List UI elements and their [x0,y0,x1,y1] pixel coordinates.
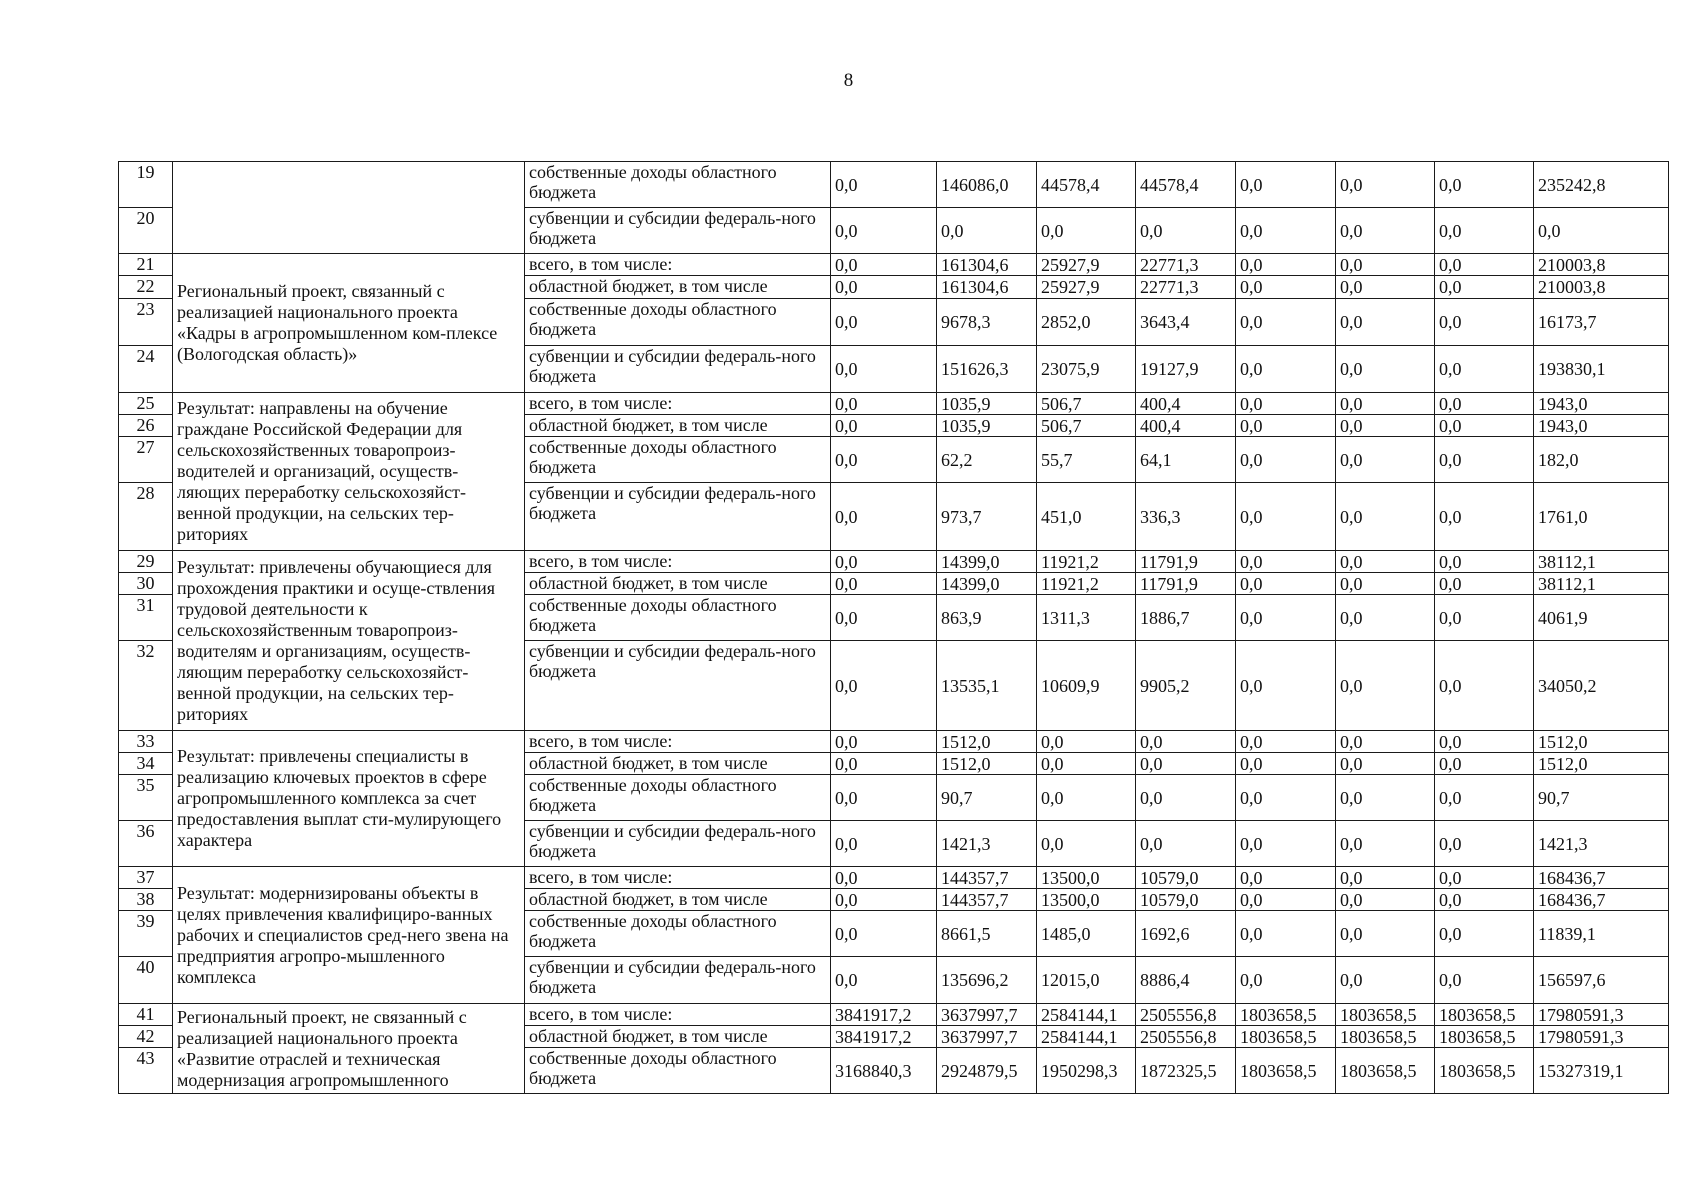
year-value: 0,0 [1435,641,1534,731]
funding-source: всего, в том числе: [525,867,831,889]
year-value: 0,0 [1336,641,1435,731]
year-value: 11791,9 [1136,573,1236,595]
group-description: Результат: привлечены специалисты в реализацию ключевых проектов в сфере агропромышленного комплекса за счет предоставления выплат сти-мулирующего характера [173,731,525,867]
year-value: 0,0 [1336,775,1435,821]
row-number: 39 [119,911,173,957]
row-number: 37 [119,867,173,889]
row-number: 33 [119,731,173,753]
total-value: 34050,2 [1534,641,1669,731]
year-value: 0,0 [831,299,937,346]
funding-source: областной бюджет, в том числе [525,1026,831,1048]
group-description: Результат: привлечены обучающиеся для прохождения практики и осуще-ствления трудовой деятельности к сельскохозяйственным товаропроиз-водителям и организациям, осуществ-ляющим переработку сельскохозяйст-венной продукции, на сельских тер-риториях [173,551,525,731]
total-value: 16173,7 [1534,299,1669,346]
year-value: 0,0 [1236,299,1336,346]
total-value: 1421,3 [1534,821,1669,867]
year-value: 0,0 [1236,911,1336,957]
year-value: 0,0 [1435,208,1534,254]
total-value: 0,0 [1534,208,1669,254]
year-value: 64,1 [1136,437,1236,483]
funding-source: областной бюджет, в том числе [525,276,831,299]
year-value: 0,0 [1236,254,1336,276]
year-value: 0,0 [1236,437,1336,483]
year-value: 144357,7 [937,867,1037,889]
year-value: 1803658,5 [1336,1048,1435,1094]
year-value: 146086,0 [937,162,1037,208]
year-value: 1485,0 [1037,911,1136,957]
year-value: 1803658,5 [1435,1026,1534,1048]
year-value: 0,0 [1136,731,1236,753]
year-value: 11921,2 [1037,573,1136,595]
year-value: 1035,9 [937,393,1037,415]
funding-source: субвенции и субсидии федераль-ного бюджета [525,641,831,731]
year-value: 0,0 [1236,821,1336,867]
year-value: 14399,0 [937,551,1037,573]
year-value: 19127,9 [1136,346,1236,393]
year-value: 0,0 [1037,731,1136,753]
year-value: 0,0 [1336,731,1435,753]
year-value: 55,7 [1037,437,1136,483]
year-value: 1512,0 [937,731,1037,753]
year-value: 0,0 [1435,573,1534,595]
total-value: 38112,1 [1534,573,1669,595]
year-value: 144357,7 [937,889,1037,911]
year-value: 400,4 [1136,393,1236,415]
year-value: 0,0 [1236,276,1336,299]
year-value: 0,0 [1236,641,1336,731]
row-number: 40 [119,957,173,1004]
row-number: 43 [119,1048,173,1094]
year-value: 1950298,3 [1037,1048,1136,1094]
total-value: 168436,7 [1534,889,1669,911]
row-number: 36 [119,821,173,867]
funding-source: субвенции и субсидии федераль-ного бюджета [525,821,831,867]
year-value: 0,0 [1336,911,1435,957]
group-description: Региональный проект, связанный с реализацией национального проекта «Кадры в агропромышленном ком-плексе (Вологодская область)» [173,254,525,393]
year-value: 25927,9 [1037,254,1136,276]
year-value: 2852,0 [1037,299,1136,346]
year-value: 0,0 [1336,753,1435,775]
year-value: 0,0 [1435,393,1534,415]
year-value: 0,0 [1236,551,1336,573]
year-value: 0,0 [1336,208,1435,254]
year-value: 0,0 [831,437,937,483]
year-value: 0,0 [1435,483,1534,551]
row-number: 28 [119,483,173,551]
year-value: 0,0 [831,573,937,595]
funding-source: всего, в том числе: [525,731,831,753]
year-value: 0,0 [1236,162,1336,208]
year-value: 1311,3 [1037,595,1136,641]
total-value: 1512,0 [1534,731,1669,753]
total-value: 1943,0 [1534,393,1669,415]
year-value: 11921,2 [1037,551,1136,573]
year-value: 1803658,5 [1236,1004,1336,1026]
year-value: 3168840,3 [831,1048,937,1094]
funding-source: областной бюджет, в том числе [525,415,831,437]
year-value: 62,2 [937,437,1037,483]
year-value: 1803658,5 [1435,1004,1534,1026]
funding-source: областной бюджет, в том числе [525,573,831,595]
funding-source: собственные доходы областного бюджета [525,1048,831,1094]
year-value: 0,0 [1236,415,1336,437]
year-value: 8886,4 [1136,957,1236,1004]
year-value: 0,0 [831,889,937,911]
total-value: 235242,8 [1534,162,1669,208]
year-value: 0,0 [831,254,937,276]
year-value: 0,0 [831,346,937,393]
row-number: 20 [119,208,173,254]
year-value: 0,0 [1336,299,1435,346]
year-value: 0,0 [1037,753,1136,775]
year-value: 22771,3 [1136,276,1236,299]
year-value: 0,0 [1336,346,1435,393]
year-value: 0,0 [1435,254,1534,276]
table-row [119,731,1669,753]
year-value: 1512,0 [937,753,1037,775]
year-value: 0,0 [1336,437,1435,483]
year-value: 13535,1 [937,641,1037,731]
year-value: 0,0 [1435,957,1534,1004]
total-value: 11839,1 [1534,911,1669,957]
year-value: 0,0 [1236,595,1336,641]
total-value: 210003,8 [1534,254,1669,276]
funding-source: собственные доходы областного бюджета [525,595,831,641]
year-value: 0,0 [831,483,937,551]
year-value: 1803658,5 [1236,1026,1336,1048]
year-value: 0,0 [1336,254,1435,276]
year-value: 0,0 [831,775,937,821]
year-value: 0,0 [1236,731,1336,753]
year-value: 0,0 [831,731,937,753]
year-value: 0,0 [831,821,937,867]
year-value: 0,0 [1336,276,1435,299]
row-number: 32 [119,641,173,731]
row-number: 26 [119,415,173,437]
year-value: 1803658,5 [1435,1048,1534,1094]
year-value: 3637997,7 [937,1026,1037,1048]
year-value: 0,0 [1336,957,1435,1004]
year-value: 0,0 [1236,483,1336,551]
total-value: 1512,0 [1534,753,1669,775]
year-value: 0,0 [1435,753,1534,775]
year-value: 11791,9 [1136,551,1236,573]
row-number: 42 [119,1026,173,1048]
year-value: 0,0 [1336,889,1435,911]
total-value: 4061,9 [1534,595,1669,641]
row-number: 35 [119,775,173,821]
year-value: 0,0 [1435,437,1534,483]
year-value: 1803658,5 [1336,1026,1435,1048]
funding-source: субвенции и субсидии федераль-ного бюджета [525,483,831,551]
year-value: 0,0 [1435,595,1534,641]
year-value: 0,0 [1336,551,1435,573]
total-value: 90,7 [1534,775,1669,821]
year-value: 1803658,5 [1236,1048,1336,1094]
year-value: 13500,0 [1037,867,1136,889]
funding-source: областной бюджет, в том числе [525,753,831,775]
total-value: 156597,6 [1534,957,1669,1004]
year-value: 3841917,2 [831,1026,937,1048]
row-number: 19 [119,162,173,208]
funding-source: всего, в том числе: [525,254,831,276]
year-value: 23075,9 [1037,346,1136,393]
year-value: 0,0 [1236,208,1336,254]
group-description: Результат: направлены на обучение граждане Российской Федерации для сельскохозяйственных товаропроиз-водителей и организаций, осуществ-ляющих переработку сельскохозяйст-венной продукции, на сельских тер-риториях [173,393,525,551]
total-value: 38112,1 [1534,551,1669,573]
funding-source: всего, в том числе: [525,393,831,415]
year-value: 2584144,1 [1037,1004,1136,1026]
table-row [119,393,1669,415]
year-value: 0,0 [1435,889,1534,911]
year-value: 0,0 [1336,821,1435,867]
year-value: 0,0 [1435,299,1534,346]
year-value: 400,4 [1136,415,1236,437]
year-value: 44578,4 [1136,162,1236,208]
year-value: 3841917,2 [831,1004,937,1026]
year-value: 0,0 [1236,957,1336,1004]
year-value: 161304,6 [937,276,1037,299]
year-value: 1692,6 [1136,911,1236,957]
year-value: 0,0 [1435,162,1534,208]
year-value: 0,0 [1236,346,1336,393]
table-row [119,551,1669,573]
total-value: 168436,7 [1534,867,1669,889]
year-value: 0,0 [831,867,937,889]
year-value: 0,0 [1435,821,1534,867]
year-value: 14399,0 [937,573,1037,595]
year-value: 506,7 [1037,393,1136,415]
table-row [119,1004,1669,1026]
year-value: 10579,0 [1136,867,1236,889]
year-value: 0,0 [1336,483,1435,551]
year-value: 1803658,5 [1336,1004,1435,1026]
year-value: 135696,2 [937,957,1037,1004]
year-value: 0,0 [1435,551,1534,573]
year-value: 0,0 [1236,753,1336,775]
budget-table [118,161,1669,1094]
year-value: 161304,6 [937,254,1037,276]
year-value: 44578,4 [1037,162,1136,208]
year-value: 0,0 [1236,573,1336,595]
year-value: 0,0 [1435,415,1534,437]
total-value: 17980591,3 [1534,1026,1669,1048]
year-value: 0,0 [1236,393,1336,415]
year-value: 0,0 [831,551,937,573]
year-value: 12015,0 [1037,957,1136,1004]
year-value: 2505556,8 [1136,1004,1236,1026]
total-value: 17980591,3 [1534,1004,1669,1026]
year-value: 1421,3 [937,821,1037,867]
year-value: 0,0 [1136,208,1236,254]
funding-source: субвенции и субсидии федераль-ного бюджета [525,208,831,254]
funding-source: собственные доходы областного бюджета [525,911,831,957]
year-value: 2505556,8 [1136,1026,1236,1048]
year-value: 10609,9 [1037,641,1136,731]
year-value: 973,7 [937,483,1037,551]
row-number: 25 [119,393,173,415]
table-row [119,867,1669,889]
empty-description-cell [173,162,525,254]
year-value: 90,7 [937,775,1037,821]
funding-source: всего, в том числе: [525,1004,831,1026]
year-value: 0,0 [831,641,937,731]
year-value: 1872325,5 [1136,1048,1236,1094]
year-value: 0,0 [1236,775,1336,821]
year-value: 9905,2 [1136,641,1236,731]
row-number: 23 [119,299,173,346]
year-value: 0,0 [831,957,937,1004]
year-value: 0,0 [831,911,937,957]
total-value: 210003,8 [1534,276,1669,299]
year-value: 0,0 [1037,821,1136,867]
year-value: 451,0 [1037,483,1136,551]
total-value: 15327319,1 [1534,1048,1669,1094]
year-value: 2924879,5 [937,1048,1037,1094]
year-value: 2584144,1 [1037,1026,1136,1048]
year-value: 0,0 [831,162,937,208]
row-number: 34 [119,753,173,775]
funding-source: субвенции и субсидии федераль-ного бюджета [525,346,831,393]
year-value: 3643,4 [1136,299,1236,346]
year-value: 0,0 [831,276,937,299]
year-value: 25927,9 [1037,276,1136,299]
funding-source: областной бюджет, в том числе [525,889,831,911]
year-value: 0,0 [831,393,937,415]
year-value: 8661,5 [937,911,1037,957]
row-number: 27 [119,437,173,483]
year-value: 0,0 [1236,889,1336,911]
row-number: 21 [119,254,173,276]
row-number: 31 [119,595,173,641]
year-value: 1886,7 [1136,595,1236,641]
funding-source: субвенции и субсидии федераль-ного бюджета [525,957,831,1004]
total-value: 193830,1 [1534,346,1669,393]
year-value: 0,0 [1435,775,1534,821]
row-number: 30 [119,573,173,595]
year-value: 0,0 [1136,753,1236,775]
year-value: 0,0 [1037,208,1136,254]
year-value: 3637997,7 [937,1004,1037,1026]
total-value: 1761,0 [1534,483,1669,551]
funding-source: собственные доходы областного бюджета [525,299,831,346]
row-number: 41 [119,1004,173,1026]
year-value: 0,0 [1435,731,1534,753]
year-value: 0,0 [1336,867,1435,889]
year-value: 0,0 [1435,867,1534,889]
year-value: 0,0 [1236,867,1336,889]
total-value: 1943,0 [1534,415,1669,437]
year-value: 0,0 [1336,595,1435,641]
year-value: 0,0 [1136,821,1236,867]
year-value: 336,3 [1136,483,1236,551]
table-row [119,254,1669,276]
funding-source: собственные доходы областного бюджета [525,162,831,208]
row-number: 22 [119,276,173,299]
group-description: Результат: модернизированы объекты в целях привлечения квалифициро-ванных рабочих и специалистов сред-него звена на предприятия агропро-мышленного комплекса [173,867,525,1004]
year-value: 0,0 [1136,775,1236,821]
year-value: 22771,3 [1136,254,1236,276]
year-value: 1035,9 [937,415,1037,437]
year-value: 0,0 [831,415,937,437]
year-value: 0,0 [831,753,937,775]
group-description: Региональный проект, не связанный с реализацией национального проекта «Развитие отраслей и техническая модернизация агропромышленного [173,1004,525,1094]
year-value: 0,0 [1336,415,1435,437]
year-value: 0,0 [1336,162,1435,208]
funding-source: всего, в том числе: [525,551,831,573]
row-number: 29 [119,551,173,573]
year-value: 10579,0 [1136,889,1236,911]
year-value: 0,0 [1336,393,1435,415]
year-value: 0,0 [1435,346,1534,393]
year-value: 0,0 [831,208,937,254]
table-body [119,162,1669,1094]
total-value: 182,0 [1534,437,1669,483]
year-value: 9678,3 [937,299,1037,346]
funding-source: собственные доходы областного бюджета [525,775,831,821]
year-value: 0,0 [1037,775,1136,821]
year-value: 13500,0 [1037,889,1136,911]
row-number: 38 [119,889,173,911]
year-value: 151626,3 [937,346,1037,393]
year-value: 0,0 [831,595,937,641]
row-number: 24 [119,346,173,393]
year-value: 863,9 [937,595,1037,641]
year-value: 0,0 [937,208,1037,254]
page-number: 8 [843,70,854,91]
year-value: 0,0 [1435,911,1534,957]
funding-source: собственные доходы областного бюджета [525,437,831,483]
year-value: 0,0 [1435,276,1534,299]
year-value: 506,7 [1037,415,1136,437]
year-value: 0,0 [1336,573,1435,595]
table-row [119,162,1669,208]
